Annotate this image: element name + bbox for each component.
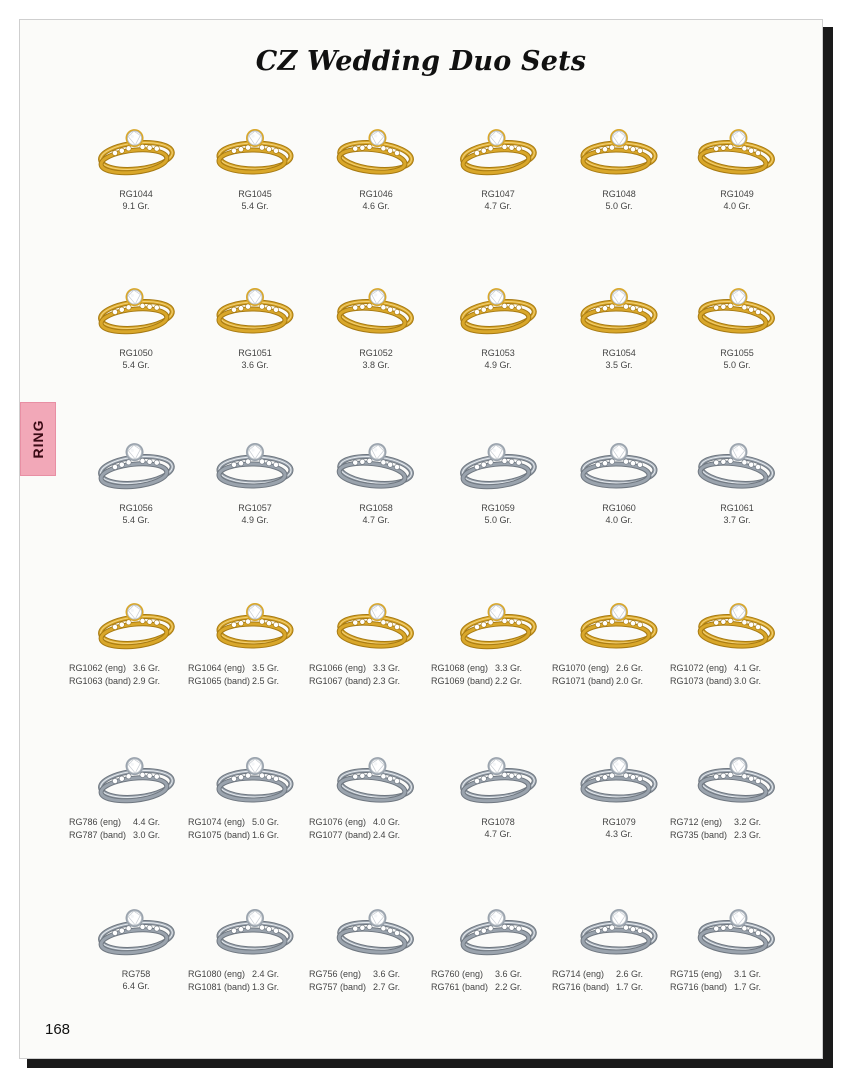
ring-illustration xyxy=(694,430,780,492)
product-code: RG1061 xyxy=(720,503,754,513)
ring-image xyxy=(694,116,780,178)
product-item xyxy=(196,430,314,526)
band-code: RG1071 (band) xyxy=(552,676,615,686)
product-code: RG1051 xyxy=(238,348,272,358)
ring-illustration xyxy=(212,430,298,492)
band-weight: 1.7 Gr. xyxy=(616,982,644,992)
ring-image xyxy=(455,590,541,652)
product-item xyxy=(317,116,435,212)
product-code: RG1048 xyxy=(602,189,636,199)
product-weight: 6.4 Gr. xyxy=(122,981,150,991)
product-weight: 5.0 Gr. xyxy=(484,515,512,525)
band-line xyxy=(188,981,314,994)
product-item xyxy=(309,590,435,688)
product-caption xyxy=(678,502,796,526)
product-weight: 5.4 Gr. xyxy=(241,201,269,211)
engagement-line xyxy=(188,816,314,829)
ring-illustration xyxy=(576,744,662,806)
product-caption xyxy=(670,662,796,688)
ring-illustration xyxy=(694,590,780,652)
product-caption xyxy=(309,816,435,842)
page-number: 168 xyxy=(45,1021,71,1038)
band-line xyxy=(309,981,435,994)
product-caption xyxy=(317,502,435,526)
ring-image xyxy=(212,116,298,178)
page-title: CZ Wedding Duo Sets xyxy=(255,46,587,77)
product-caption xyxy=(69,662,195,688)
engagement-weight: 2.6 Gr. xyxy=(616,663,644,673)
product-item xyxy=(77,896,195,992)
band-code: RG757 (band) xyxy=(309,982,367,992)
product-item xyxy=(77,275,195,371)
band-line xyxy=(431,675,557,688)
product-item xyxy=(560,275,678,371)
ring-illustration xyxy=(93,430,179,492)
band-weight: 2.2 Gr. xyxy=(495,676,523,686)
product-item xyxy=(69,590,195,688)
engagement-line xyxy=(188,662,314,675)
ring-image xyxy=(694,744,780,806)
product-weight: 4.7 Gr. xyxy=(484,201,512,211)
section-tab xyxy=(20,402,56,476)
band-code: RG1063 (band) xyxy=(69,676,132,686)
engagement-line xyxy=(69,662,195,675)
product-weight: 3.7 Gr. xyxy=(723,515,751,525)
product-caption xyxy=(439,816,557,840)
band-code: RG716 (band) xyxy=(670,982,728,992)
ring-illustration xyxy=(333,430,419,492)
ring-image xyxy=(576,275,662,337)
product-item xyxy=(439,430,557,526)
product-item xyxy=(552,590,678,688)
band-weight: 2.7 Gr. xyxy=(373,982,401,992)
engagement-weight: 3.3 Gr. xyxy=(495,663,523,673)
engagement-line xyxy=(431,662,557,675)
band-line xyxy=(670,675,796,688)
ring-illustration xyxy=(333,275,419,337)
product-caption xyxy=(188,662,314,688)
band-weight: 1.7 Gr. xyxy=(734,982,762,992)
engagement-code: RG1072 (eng) xyxy=(670,663,728,673)
band-weight: 2.3 Gr. xyxy=(373,676,401,686)
engagement-line xyxy=(309,968,435,981)
product-caption xyxy=(439,188,557,212)
engagement-code: RG1064 (eng) xyxy=(188,663,246,673)
product-weight: 3.8 Gr. xyxy=(362,360,390,370)
product-caption xyxy=(560,816,678,840)
band-code: RG1065 (band) xyxy=(188,676,251,686)
product-item xyxy=(670,590,796,688)
ring-illustration xyxy=(694,744,780,806)
ring-illustration xyxy=(576,896,662,958)
ring-image xyxy=(333,116,419,178)
ring-image xyxy=(333,275,419,337)
ring-illustration xyxy=(333,744,419,806)
ring-illustration xyxy=(333,116,419,178)
product-caption xyxy=(439,502,557,526)
engagement-line xyxy=(670,968,796,981)
ring-image xyxy=(455,275,541,337)
ring-image xyxy=(93,116,179,178)
ring-image xyxy=(333,896,419,958)
product-code: RG1045 xyxy=(238,189,272,199)
ring-image xyxy=(212,744,298,806)
ring-image xyxy=(212,430,298,492)
product-item xyxy=(196,116,314,212)
band-line xyxy=(309,675,435,688)
product-code: RG1054 xyxy=(602,348,636,358)
product-item xyxy=(670,896,796,994)
ring-image xyxy=(576,744,662,806)
product-caption xyxy=(552,968,678,994)
ring-image xyxy=(576,116,662,178)
ring-illustration xyxy=(694,896,780,958)
ring-illustration xyxy=(576,590,662,652)
engagement-code: RG1062 (eng) xyxy=(69,663,127,673)
ring-illustration xyxy=(694,275,780,337)
product-code: RG1057 xyxy=(238,503,272,513)
engagement-code: RG1070 (eng) xyxy=(552,663,610,673)
product-code: RG1078 xyxy=(481,817,515,827)
product-item xyxy=(560,744,678,840)
product-item xyxy=(188,896,314,994)
ring-image xyxy=(694,430,780,492)
ring-illustration xyxy=(93,896,179,958)
engagement-weight: 2.4 Gr. xyxy=(252,969,280,979)
band-code: RG1073 (band) xyxy=(670,676,733,686)
product-item xyxy=(196,275,314,371)
product-item xyxy=(69,744,195,842)
product-weight: 5.0 Gr. xyxy=(723,360,751,370)
product-code: RG1053 xyxy=(481,348,515,358)
product-item xyxy=(188,590,314,688)
engagement-weight: 3.1 Gr. xyxy=(734,969,762,979)
product-weight: 4.0 Gr. xyxy=(723,201,751,211)
product-item xyxy=(431,896,557,994)
product-code: RG1060 xyxy=(602,503,636,513)
band-line xyxy=(69,675,195,688)
product-weight: 4.6 Gr. xyxy=(362,201,390,211)
engagement-code: RG712 (eng) xyxy=(670,817,723,827)
ring-illustration xyxy=(455,275,541,337)
engagement-code: RG1074 (eng) xyxy=(188,817,246,827)
band-weight: 2.3 Gr. xyxy=(734,830,762,840)
product-item xyxy=(431,590,557,688)
engagement-weight: 4.1 Gr. xyxy=(734,663,762,673)
product-weight: 4.9 Gr. xyxy=(484,360,512,370)
ring-illustration xyxy=(212,116,298,178)
engagement-weight: 5.0 Gr. xyxy=(252,817,280,827)
ring-image xyxy=(333,590,419,652)
engagement-weight: 3.2 Gr. xyxy=(734,817,762,827)
engagement-line xyxy=(309,816,435,829)
band-weight: 2.5 Gr. xyxy=(252,676,280,686)
product-weight: 3.5 Gr. xyxy=(605,360,633,370)
product-caption xyxy=(196,347,314,371)
band-weight: 1.6 Gr. xyxy=(252,830,280,840)
ring-illustration xyxy=(455,116,541,178)
product-item xyxy=(552,896,678,994)
band-code: RG1067 (band) xyxy=(309,676,372,686)
product-caption xyxy=(188,968,314,994)
engagement-code: RG1068 (eng) xyxy=(431,663,489,673)
ring-image xyxy=(694,896,780,958)
ring-illustration xyxy=(93,116,179,178)
engagement-weight: 4.0 Gr. xyxy=(373,817,401,827)
product-item xyxy=(560,430,678,526)
product-weight: 4.7 Gr. xyxy=(484,829,512,839)
engagement-code: RG1066 (eng) xyxy=(309,663,367,673)
ring-illustration xyxy=(455,744,541,806)
band-line xyxy=(188,675,314,688)
engagement-code: RG1080 (eng) xyxy=(188,969,246,979)
product-caption xyxy=(678,347,796,371)
ring-illustration xyxy=(212,744,298,806)
product-caption xyxy=(196,502,314,526)
band-code: RG716 (band) xyxy=(552,982,610,992)
ring-image xyxy=(576,896,662,958)
product-weight: 4.0 Gr. xyxy=(605,515,633,525)
engagement-weight: 3.6 Gr. xyxy=(133,663,161,673)
ring-image xyxy=(455,896,541,958)
product-caption xyxy=(670,968,796,994)
product-weight: 5.4 Gr. xyxy=(122,515,150,525)
band-code: RG735 (band) xyxy=(670,830,728,840)
product-caption xyxy=(77,188,195,212)
ring-image xyxy=(455,116,541,178)
ring-illustration xyxy=(333,896,419,958)
band-weight: 1.3 Gr. xyxy=(252,982,280,992)
ring-image xyxy=(93,430,179,492)
engagement-line xyxy=(309,662,435,675)
ring-image xyxy=(576,430,662,492)
product-item xyxy=(317,430,435,526)
product-item xyxy=(317,275,435,371)
product-code: RG758 xyxy=(121,969,151,979)
product-item xyxy=(309,896,435,994)
ring-illustration xyxy=(455,896,541,958)
product-code: RG1056 xyxy=(119,503,153,513)
engagement-code: RG786 (eng) xyxy=(69,817,122,827)
product-weight: 4.3 Gr. xyxy=(605,829,633,839)
product-caption xyxy=(560,188,678,212)
product-code: RG1050 xyxy=(119,348,153,358)
ring-illustration xyxy=(93,744,179,806)
product-code: RG1059 xyxy=(481,503,515,513)
product-caption xyxy=(552,662,678,688)
ring-illustration xyxy=(455,590,541,652)
band-weight: 2.4 Gr. xyxy=(373,830,401,840)
product-item xyxy=(77,430,195,526)
band-line xyxy=(670,981,796,994)
product-item xyxy=(77,116,195,212)
product-weight: 4.9 Gr. xyxy=(241,515,269,525)
ring-illustration xyxy=(212,896,298,958)
ring-illustration xyxy=(93,590,179,652)
engagement-weight: 3.5 Gr. xyxy=(252,663,280,673)
ring-image xyxy=(576,590,662,652)
band-weight: 3.0 Gr. xyxy=(133,830,161,840)
engagement-weight: 3.6 Gr. xyxy=(373,969,401,979)
engagement-line xyxy=(670,816,796,829)
engagement-line xyxy=(552,662,678,675)
product-item xyxy=(678,430,796,526)
ring-illustration xyxy=(576,430,662,492)
band-weight: 2.2 Gr. xyxy=(495,982,523,992)
engagement-line xyxy=(670,662,796,675)
product-caption xyxy=(196,188,314,212)
ring-illustration xyxy=(576,275,662,337)
product-code: RG1055 xyxy=(720,348,754,358)
ring-image xyxy=(455,430,541,492)
product-code: RG1052 xyxy=(359,348,393,358)
band-weight: 2.0 Gr. xyxy=(616,676,644,686)
engagement-code: RG715 (eng) xyxy=(670,969,723,979)
engagement-code: RG714 (eng) xyxy=(552,969,605,979)
engagement-weight: 3.3 Gr. xyxy=(373,663,401,673)
band-weight: 3.0 Gr. xyxy=(734,676,762,686)
engagement-code: RG756 (eng) xyxy=(309,969,362,979)
engagement-line xyxy=(431,968,557,981)
product-caption xyxy=(77,968,195,992)
product-caption xyxy=(317,188,435,212)
product-caption xyxy=(69,816,195,842)
band-line xyxy=(309,829,435,842)
product-code: RG1079 xyxy=(602,817,636,827)
engagement-weight: 3.6 Gr. xyxy=(495,969,523,979)
product-weight: 5.0 Gr. xyxy=(605,201,633,211)
ring-illustration xyxy=(93,275,179,337)
band-line xyxy=(431,981,557,994)
band-line xyxy=(552,981,678,994)
product-item xyxy=(439,116,557,212)
band-code: RG1069 (band) xyxy=(431,676,494,686)
ring-image xyxy=(93,744,179,806)
ring-illustration xyxy=(333,590,419,652)
band-line xyxy=(188,829,314,842)
band-line xyxy=(69,829,195,842)
product-code: RG1049 xyxy=(720,189,754,199)
product-item xyxy=(309,744,435,842)
product-item xyxy=(439,275,557,371)
ring-illustration xyxy=(694,116,780,178)
band-code: RG787 (band) xyxy=(69,830,127,840)
ring-illustration xyxy=(455,430,541,492)
product-caption xyxy=(309,968,435,994)
band-weight: 2.9 Gr. xyxy=(133,676,161,686)
product-caption xyxy=(188,816,314,842)
band-code: RG761 (band) xyxy=(431,982,489,992)
band-code: RG1081 (band) xyxy=(188,982,251,992)
product-item xyxy=(678,116,796,212)
product-caption xyxy=(670,816,796,842)
ring-illustration xyxy=(576,116,662,178)
engagement-weight: 4.4 Gr. xyxy=(133,817,161,827)
ring-image xyxy=(333,430,419,492)
product-item xyxy=(188,744,314,842)
product-caption xyxy=(309,662,435,688)
engagement-line xyxy=(69,816,195,829)
section-tab-label: RING xyxy=(30,419,46,459)
ring-image xyxy=(212,590,298,652)
engagement-code: RG760 (eng) xyxy=(431,969,484,979)
product-item xyxy=(439,744,557,840)
engagement-line xyxy=(188,968,314,981)
product-caption xyxy=(431,662,557,688)
band-line xyxy=(552,675,678,688)
product-caption xyxy=(560,347,678,371)
band-line xyxy=(670,829,796,842)
ring-image xyxy=(212,896,298,958)
ring-image xyxy=(694,275,780,337)
product-item xyxy=(678,275,796,371)
ring-image xyxy=(333,744,419,806)
ring-image xyxy=(455,744,541,806)
ring-image xyxy=(93,896,179,958)
product-code: RG1046 xyxy=(359,189,393,199)
product-code: RG1058 xyxy=(359,503,393,513)
product-item xyxy=(670,744,796,842)
band-code: RG1077 (band) xyxy=(309,830,372,840)
product-caption xyxy=(77,502,195,526)
product-weight: 3.6 Gr. xyxy=(241,360,269,370)
engagement-line xyxy=(552,968,678,981)
ring-image xyxy=(212,275,298,337)
product-code: RG1044 xyxy=(119,189,153,199)
product-caption xyxy=(439,347,557,371)
band-code: RG1075 (band) xyxy=(188,830,251,840)
ring-image xyxy=(694,590,780,652)
product-weight: 5.4 Gr. xyxy=(122,360,150,370)
product-code: RG1047 xyxy=(481,189,515,199)
product-weight: 4.7 Gr. xyxy=(362,515,390,525)
product-weight: 9.1 Gr. xyxy=(122,201,150,211)
engagement-code: RG1076 (eng) xyxy=(309,817,367,827)
ring-illustration xyxy=(212,590,298,652)
product-caption xyxy=(77,347,195,371)
product-caption xyxy=(560,502,678,526)
ring-illustration xyxy=(212,275,298,337)
product-caption xyxy=(431,968,557,994)
engagement-weight: 2.6 Gr. xyxy=(616,969,644,979)
product-caption xyxy=(317,347,435,371)
ring-image xyxy=(93,590,179,652)
product-caption xyxy=(678,188,796,212)
product-item xyxy=(560,116,678,212)
ring-image xyxy=(93,275,179,337)
catalog-page xyxy=(19,19,823,1059)
